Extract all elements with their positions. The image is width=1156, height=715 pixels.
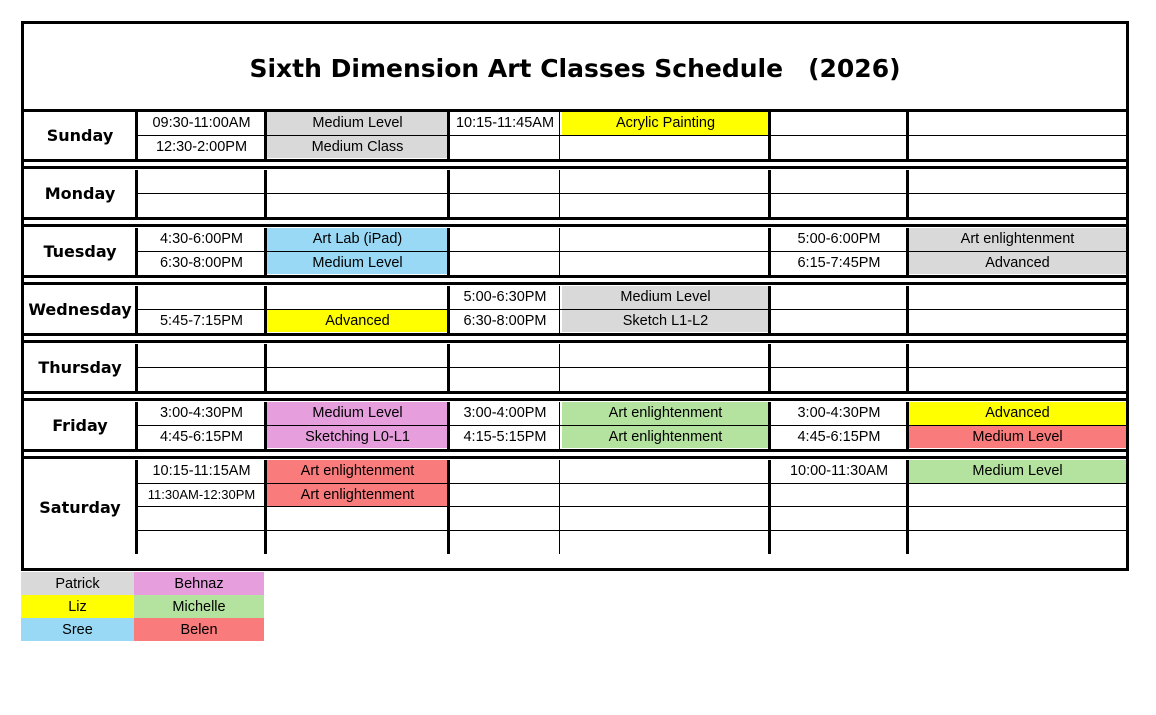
class-slot <box>909 194 1126 217</box>
class-slot: Sketch L1-L2 <box>562 310 769 333</box>
time-slot: 3:00-4:30PM <box>159 405 244 422</box>
time-slot <box>771 194 907 217</box>
class-slot <box>909 112 1126 135</box>
class-slot: Art enlightenment <box>267 460 448 483</box>
legend-belen: Belen <box>134 618 264 641</box>
column-divider <box>135 286 138 333</box>
column-divider <box>264 402 267 449</box>
row-divider <box>136 309 1126 310</box>
class-slot: Acrylic Painting <box>562 112 769 135</box>
column-divider <box>264 228 267 275</box>
time-slot <box>771 368 907 391</box>
column-divider <box>447 112 450 159</box>
class-slot: Art enlightenment <box>267 484 448 507</box>
class-slot <box>267 170 448 193</box>
column-divider <box>559 170 560 217</box>
column-divider <box>768 402 771 449</box>
time-slot: 09:30-11:00AM <box>152 115 251 132</box>
class-slot: Art enlightenment <box>562 402 769 425</box>
time-slot: 4:15-5:15PM <box>463 428 547 445</box>
column-divider <box>906 402 909 449</box>
column-divider <box>768 170 771 217</box>
row-divider <box>136 367 1126 368</box>
class-slot <box>909 136 1126 159</box>
time-slot <box>138 194 265 217</box>
class-slot <box>562 194 769 217</box>
class-slot <box>909 368 1126 391</box>
legend-behnaz: Behnaz <box>134 572 264 595</box>
row-divider <box>24 217 1126 220</box>
column-divider <box>559 402 560 449</box>
column-divider <box>559 344 560 391</box>
time-slot: 10:15-11:45AM <box>455 115 555 132</box>
row-divider <box>136 506 1126 507</box>
time-slot <box>771 310 907 333</box>
time-slot: 12:30-2:00PM <box>155 138 248 155</box>
row-divider <box>24 456 1126 459</box>
class-slot <box>909 170 1126 193</box>
time-slot: 6:15-7:45PM <box>797 254 881 271</box>
time-slot <box>450 531 560 554</box>
class-slot <box>267 531 448 554</box>
class-slot <box>562 368 769 391</box>
row-divider <box>24 275 1126 278</box>
time-slot: 4:45-6:15PM <box>159 428 244 445</box>
time-slot: 3:00-4:30PM <box>797 405 881 422</box>
day-label-sunday: Sunday <box>46 126 114 145</box>
column-divider <box>768 286 771 333</box>
row-divider <box>24 159 1126 162</box>
class-slot <box>909 484 1126 507</box>
row-divider <box>24 333 1126 336</box>
time-slot <box>771 484 907 507</box>
class-slot: Sketching L0-L1 <box>267 426 448 449</box>
legend-michelle: Michelle <box>134 595 264 618</box>
time-slot: 4:45-6:15PM <box>797 428 881 445</box>
class-slot <box>562 531 769 554</box>
column-divider <box>906 286 909 333</box>
time-slot <box>771 507 907 530</box>
class-slot <box>562 252 769 275</box>
class-slot: Advanced <box>909 252 1126 275</box>
class-slot <box>562 344 769 367</box>
day-label-wednesday: Wednesday <box>28 300 132 319</box>
class-slot: Medium Level <box>267 112 448 135</box>
column-divider <box>135 344 138 391</box>
column-divider <box>264 170 267 217</box>
day-label-friday: Friday <box>52 416 108 435</box>
class-slot: Art Lab (iPad) <box>267 228 448 251</box>
time-slot <box>771 136 907 159</box>
column-divider <box>906 112 909 159</box>
class-slot <box>267 194 448 217</box>
class-slot: Advanced <box>267 310 448 333</box>
column-divider <box>559 112 560 159</box>
class-slot: Medium Class <box>267 136 448 159</box>
class-slot <box>267 368 448 391</box>
time-slot: 4:30-6:00PM <box>159 231 244 248</box>
column-divider <box>559 228 560 275</box>
row-divider <box>24 391 1126 394</box>
time-slot <box>138 286 265 309</box>
class-slot <box>267 507 448 530</box>
column-divider <box>906 170 909 217</box>
row-divider <box>136 530 1126 531</box>
day-label-thursday: Thursday <box>38 358 122 377</box>
row-divider <box>24 166 1126 169</box>
class-slot <box>909 286 1126 309</box>
column-divider <box>264 112 267 159</box>
class-slot: Medium Level <box>267 252 448 275</box>
time-slot <box>450 228 560 251</box>
time-slot <box>450 484 560 507</box>
row-divider <box>24 398 1126 401</box>
column-divider <box>768 112 771 159</box>
time-slot <box>450 460 560 483</box>
class-slot: Medium Level <box>909 426 1126 449</box>
legend-liz: Liz <box>21 595 134 618</box>
row-divider <box>24 224 1126 227</box>
column-divider <box>264 286 267 333</box>
class-slot: Medium Level <box>267 402 448 425</box>
class-slot: Advanced <box>909 402 1126 425</box>
legend-sree: Sree <box>21 618 134 641</box>
row-divider <box>136 483 1126 484</box>
time-slot <box>450 136 560 159</box>
instructor-legend <box>21 572 264 640</box>
column-divider <box>768 344 771 391</box>
time-slot: 10:15-11:15AM <box>152 463 251 480</box>
class-slot <box>267 344 448 367</box>
column-divider <box>135 460 138 554</box>
row-divider <box>24 340 1126 343</box>
time-slot <box>138 507 265 530</box>
class-slot <box>562 507 769 530</box>
day-label-monday: Monday <box>44 184 116 203</box>
time-slot <box>450 344 560 367</box>
time-slot: 3:00-4:00PM <box>463 405 547 422</box>
column-divider <box>135 112 138 159</box>
column-divider <box>559 286 560 333</box>
class-slot <box>562 170 769 193</box>
time-slot <box>138 170 265 193</box>
day-label-saturday: Saturday <box>39 497 121 517</box>
time-slot <box>771 112 907 135</box>
column-divider <box>447 286 450 333</box>
time-slot: 6:30-8:00PM <box>159 254 244 271</box>
time-slot: 10:00-11:30AM <box>789 463 889 480</box>
column-divider <box>559 460 560 554</box>
column-divider <box>135 170 138 217</box>
column-divider <box>768 460 771 554</box>
time-slot <box>450 194 560 217</box>
row-divider <box>136 193 1126 194</box>
time-slot <box>450 170 560 193</box>
row-divider <box>24 282 1126 285</box>
column-divider <box>906 460 909 554</box>
column-divider <box>135 402 138 449</box>
class-slot <box>562 484 769 507</box>
time-slot <box>138 344 265 367</box>
time-slot <box>771 170 907 193</box>
class-slot <box>562 460 769 483</box>
row-divider <box>24 449 1126 452</box>
time-slot: 5:00-6:30PM <box>463 289 547 306</box>
column-divider <box>447 228 450 275</box>
row-divider <box>136 251 1126 252</box>
time-slot <box>450 507 560 530</box>
day-label-tuesday: Tuesday <box>43 242 117 261</box>
class-slot: Art enlightenment <box>562 426 769 449</box>
time-slot <box>450 368 560 391</box>
class-slot <box>909 344 1126 367</box>
row-divider <box>136 425 1126 426</box>
column-divider <box>906 344 909 391</box>
column-divider <box>264 344 267 391</box>
class-slot <box>909 531 1126 554</box>
time-slot <box>450 252 560 275</box>
class-slot <box>267 286 448 309</box>
time-slot <box>138 531 265 554</box>
time-slot <box>771 531 907 554</box>
time-slot: 5:45-7:15PM <box>159 312 244 329</box>
time-slot: 11:30AM-12:30PM <box>147 487 256 503</box>
time-slot: 5:00-6:00PM <box>797 231 881 248</box>
column-divider <box>264 460 267 554</box>
class-slot <box>909 310 1126 333</box>
column-divider <box>447 344 450 391</box>
schedule-table <box>21 21 1129 571</box>
row-divider <box>136 135 1126 136</box>
time-slot <box>138 368 265 391</box>
class-slot: Medium Level <box>562 286 769 309</box>
column-divider <box>135 228 138 275</box>
class-slot <box>562 136 769 159</box>
column-divider <box>447 460 450 554</box>
column-divider <box>768 228 771 275</box>
column-divider <box>447 170 450 217</box>
column-divider <box>906 228 909 275</box>
time-slot <box>771 286 907 309</box>
legend-patrick: Patrick <box>21 572 134 595</box>
class-slot <box>562 228 769 251</box>
class-slot <box>909 507 1126 530</box>
time-slot: 6:30-8:00PM <box>463 312 547 329</box>
schedule-title: Sixth Dimension Art Classes Schedule (2026) <box>249 54 901 83</box>
class-slot: Medium Level <box>909 460 1126 483</box>
class-slot: Art enlightenment <box>909 228 1126 251</box>
column-divider <box>447 402 450 449</box>
time-slot <box>771 344 907 367</box>
